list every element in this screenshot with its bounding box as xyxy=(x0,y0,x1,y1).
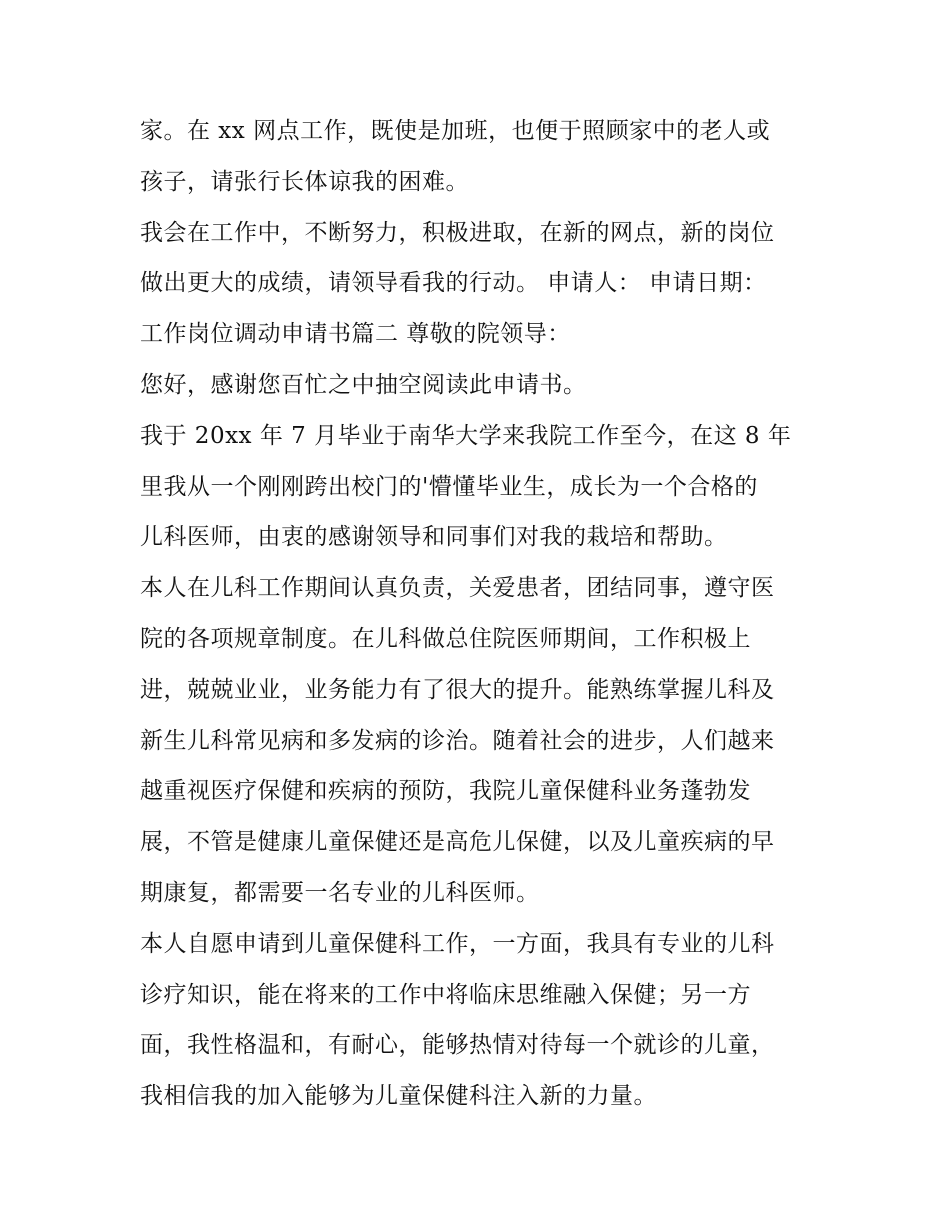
text-line: 本人自愿申请到儿童保健科工作，一方面，我具有专业的儿科 xyxy=(140,930,775,957)
text-line: 儿科医师，由衷的感谢领导和同事们对我的栽培和帮助。 xyxy=(140,524,728,551)
text-line: 里我从一个刚刚跨出校门的'懵懂毕业生，成长为一个合格的 xyxy=(140,473,758,500)
text-line: 孩子，请张行长体谅我的困难。 xyxy=(140,168,469,195)
text-line: 我会在工作中，不断努力，积极进取，在新的网点，新的岗位 xyxy=(140,219,775,246)
text-line: 我相信我的加入能够为儿童保健科注入新的力量。 xyxy=(140,1083,657,1110)
text-line: 本人在儿科工作期间认真负责，关爱患者，团结同事，遵守医 xyxy=(140,575,775,602)
text-line: 进，兢兢业业，业务能力有了很大的提升。能熟练掌握儿科及 xyxy=(140,676,775,703)
text-line: 做出更大的成绩，请领导看我的行动。 申请人： 申请日期： xyxy=(140,270,767,297)
text-line: 期康复，都需要一名专业的儿科医师。 xyxy=(140,879,540,906)
text-line: 我于 20xx 年 7 月毕业于南华大学来我院工作至今，在这 8 年 xyxy=(140,422,792,449)
text-line: 您好，感谢您百忙之中抽空阅读此申请书。 xyxy=(140,371,587,398)
body-text xyxy=(140,108,830,1124)
text-line: 面，我性格温和，有耐心，能够热情对待每一个就诊的儿童， xyxy=(140,1032,775,1059)
text-line: 工作岗位调动申请书篇二 尊敬的院领导： xyxy=(140,321,571,348)
text-line: 院的各项规章制度。在儿科做总住院医师期间，工作积极上 xyxy=(140,625,751,652)
text-line: 越重视医疗保健和疾病的预防，我院儿童保健科业务蓬勃发 xyxy=(140,778,751,805)
text-line: 展，不管是健康儿童保健还是高危儿保健，以及儿童疾病的早 xyxy=(140,829,775,856)
text-line: 家。在 xx 网点工作，既使是加班，也便于照顾家中的老人或 xyxy=(140,118,771,144)
text-line: 新生儿科常见病和多发病的诊治。随着社会的进步，人们越来 xyxy=(140,727,775,754)
text-line: 诊疗知识，能在将来的工作中将临床思维融入保健；另一方 xyxy=(140,981,751,1008)
